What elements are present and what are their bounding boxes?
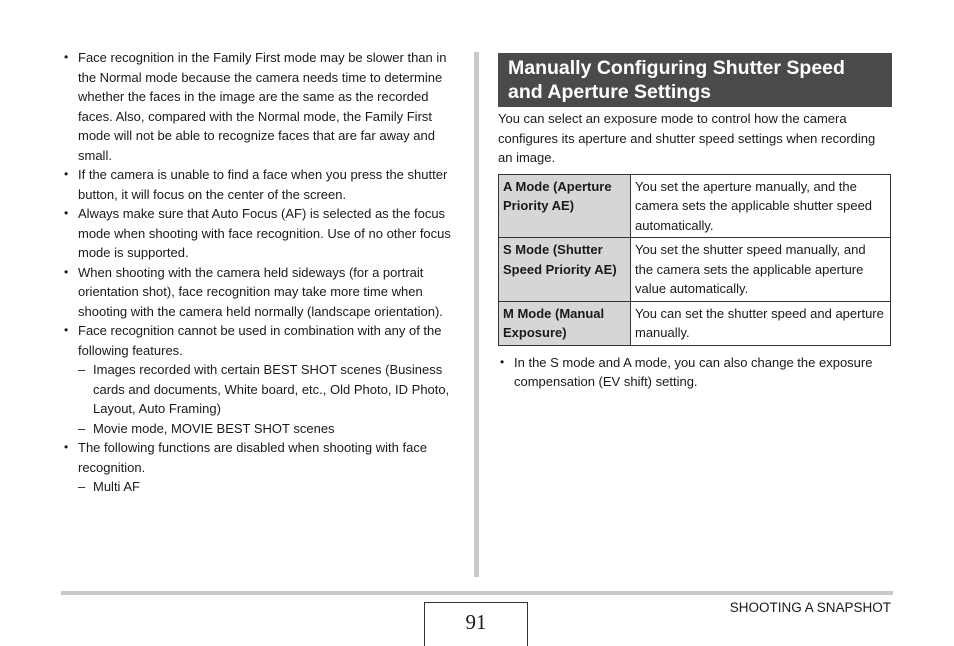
bullet-item: • In the S mode and A mode, you can also change the exposure compensation (EV shift) setting. <box>498 353 892 392</box>
right-column <box>498 53 892 392</box>
exposure-notes <box>498 353 892 392</box>
sub-item: – Movie mode, MOVIE BEST SHOT scenes <box>78 419 458 439</box>
section-heading: Manually Configuring Shutter Speed and Aperture Settings <box>498 53 892 107</box>
bullet-item: • When shooting with the camera held sideways (for a portrait orientation shot), face recognition may take more time when shooting with the camera held normally (landscape orientation). <box>62 263 458 322</box>
face-recognition-notes <box>62 48 458 497</box>
section-intro: You can select an exposure mode to control how the camera configures its aperture and shutter speed settings when recording an image. <box>498 111 876 165</box>
column-divider <box>474 52 479 577</box>
bullet-item: • Always make sure that Auto Focus (AF) is selected as the focus mode when shooting with face recognition. Use of no other focus mode is supported. <box>62 204 458 263</box>
mode-name-cell: S Mode (Shutter Speed Priority AE) <box>499 238 631 302</box>
mode-description-cell: You can set the shutter speed and aperture manually. <box>631 301 891 345</box>
bullet-item: • Face recognition in the Family First mode may be slower than in the Normal mode because the camera needs time to determine whether the faces in the image are the same as the recorded faces. Also, compared with the Normal mode, the Family First mode will not be able to recognize faces that are far away and small. <box>62 48 458 165</box>
table-row <box>499 174 891 238</box>
page-number: 91 <box>424 602 528 646</box>
sub-item: – Multi AF <box>78 477 458 497</box>
bullet-item: • The following functions are disabled when shooting with face recognition. – Multi AF <box>62 438 458 497</box>
sub-item: – Images recorded with certain BEST SHOT scenes (Business cards and documents, White board, etc., Old Photo, ID Photo, Layout, Auto Framing) <box>78 360 458 419</box>
mode-description-cell: You set the aperture manually, and the camera sets the applicable shutter speed automatically. <box>631 174 891 238</box>
mode-name-cell: A Mode (Aperture Priority AE) <box>499 174 631 238</box>
sub-list <box>78 477 458 497</box>
bullet-item: • Face recognition cannot be used in combination with any of the following features. – Images recorded with certain BEST SHOT scenes (Business cards and documents, White board, etc., Old Photo, ID Photo, Layout, Auto Framing) – Movie mode, MOVIE BEST SHOT scenes <box>62 321 458 438</box>
table-row <box>499 301 891 345</box>
bullet-item: • If the camera is unable to find a face when you press the shutter button, it will focus on the center of the screen. <box>62 165 458 204</box>
exposure-mode-table <box>498 174 891 346</box>
sub-list <box>78 360 458 438</box>
left-column <box>62 48 458 497</box>
table-row <box>499 238 891 302</box>
footer-divider <box>61 591 893 595</box>
mode-description-cell: You set the shutter speed manually, and the camera sets the applicable aperture value automatically. <box>631 238 891 302</box>
mode-name-cell: M Mode (Manual Exposure) <box>499 301 631 345</box>
footer-section-name: SHOOTING A SNAPSHOT <box>729 600 891 615</box>
